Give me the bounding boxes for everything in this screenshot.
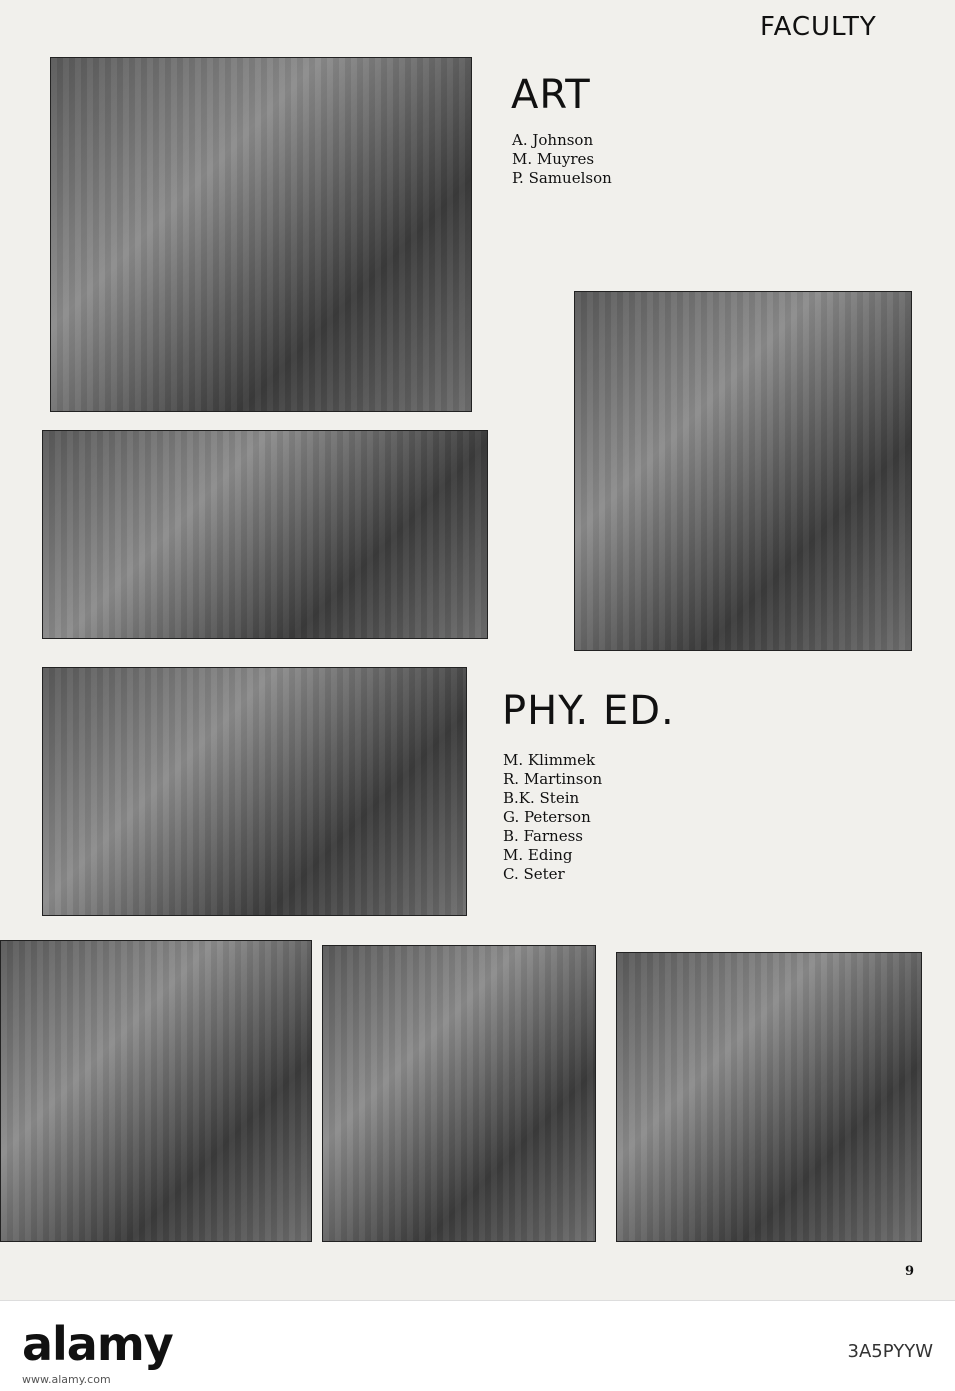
photo-floor-hockey: [0, 940, 312, 1242]
art-name: A. Johnson: [512, 131, 594, 149]
photo-art-teachers: [50, 57, 472, 412]
art-name-list: [512, 131, 612, 188]
photo-student-drawing: [574, 291, 912, 651]
phyed-name: C. Seter: [503, 865, 565, 883]
phyed-name-list: [503, 751, 602, 884]
art-heading: ART: [511, 72, 591, 118]
phyed-name: M. Klimmek: [503, 751, 596, 769]
photo-basketball-free-throw: [616, 952, 922, 1242]
watermark-footer: [0, 1300, 955, 1391]
phyed-name: G. Peterson: [503, 808, 591, 826]
page-number: 9: [905, 1264, 915, 1279]
footer-url: www.alamy.com: [22, 1373, 111, 1386]
image-id: 3A5PYYW: [847, 1341, 933, 1362]
photo-phyed-faculty-group: [42, 667, 467, 916]
phyed-name: B.K. Stein: [503, 789, 580, 807]
alamy-logo: alamy: [22, 1317, 173, 1371]
phyed-name: R. Martinson: [503, 770, 603, 788]
section-title: FACULTY: [760, 12, 877, 42]
photo-skiing: [322, 945, 596, 1242]
photo-art-students-table: [42, 430, 488, 639]
phyed-name: B. Farness: [503, 827, 583, 845]
art-name: P. Samuelson: [512, 169, 612, 187]
phyed-heading: PHY. ED.: [502, 688, 675, 734]
phyed-name: M. Eding: [503, 846, 573, 864]
art-name: M. Muyres: [512, 150, 595, 168]
